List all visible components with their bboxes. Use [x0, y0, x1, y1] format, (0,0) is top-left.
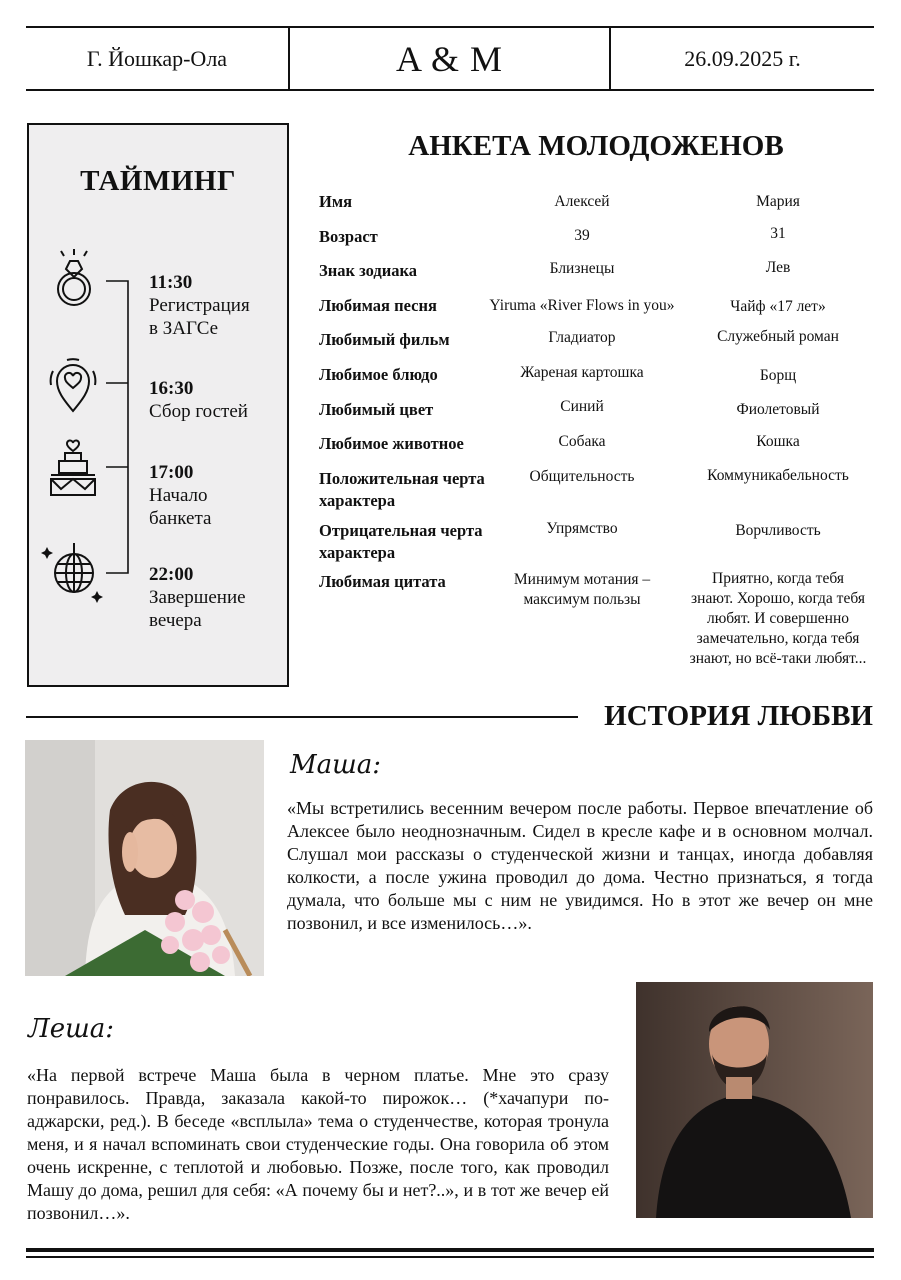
timing-event-text: в ЗАГСе [149, 318, 219, 339]
cell-maria-animal: Кошка [756, 433, 800, 450]
timing-event-2 [149, 377, 248, 423]
cell-maria-zodiac: Лев [765, 259, 791, 276]
cell-maria-song: Чайф «17 лет» [730, 298, 826, 315]
masha-photo-illustration [25, 740, 264, 976]
row-label-zodiac: Знак зодиака [319, 261, 418, 280]
cell-maria-quote [680, 569, 876, 669]
cell-maria-color: Фиолетовый [736, 401, 820, 418]
cell-alexey-name: Алексей [554, 193, 610, 210]
row-label-animal: Любимое животное [319, 434, 464, 453]
lesha-story-text: «На первой встрече Маша была в черном платье. Мне это сразу понравилось. Правда, заказала какой-то пирожок… (*хачапури по-аджарски, ред.). В беседе «всплыла» тема о студенчестве, которая тронула меня, и я начал вспоминать свои студенческие годы. Она говорила об этом очень искренне, с теплотой и любовью. Позже, после того, как проводил Машу до дома, решил для себя: «А почему бы и нет?..», и в тот же вечер ей позвонил…». [27, 1065, 609, 1223]
row-label-line: характера [319, 543, 396, 562]
cell-alexey-dish: Жареная картошка [520, 364, 644, 381]
cake-icon [47, 439, 99, 499]
quote-line: максимум пользы [523, 591, 641, 608]
quote-line: знают, но всё-таки любят... [689, 650, 867, 667]
row-label-name: Имя [319, 192, 352, 211]
masha-story-text: «Мы встретились весенним вечером после работы. Первое впечатление об Алексее было неоднозначным. Сидел в кресле кафе и в основном молчал. Слушал мои рассказы о студенческой жизни и танцах, иногда добавляя колкости, а после ужина проводил до дома. Честно признаться, я тогда думала, что больше мы с ним не увидимся. Но в этот же вечер он мне позвонил, и все изменилось…». [287, 798, 873, 933]
love-story-title: ИСТОРИЯ ЛЮБВИ [604, 700, 873, 732]
row-label-dish: Любимое блюдо [319, 365, 438, 384]
cell-alexey-song: Yiruma «River Flows in you» [489, 297, 675, 314]
quote-line: любят. И совершенно [706, 610, 849, 627]
timing-title: ТАЙМИНГ [80, 165, 236, 197]
row-label-line: Отрицательная черта [319, 521, 483, 540]
disco-ball-icon [41, 541, 107, 605]
row-label-color: Любимый цвет [319, 400, 434, 419]
timing-event-text: банкета [149, 508, 212, 529]
timing-event-time: 11:30 [149, 272, 193, 293]
lesha-photo [636, 982, 873, 1218]
masha-signature: Маша: [290, 750, 382, 780]
quote-line: знают. Хорошо, когда тебя [691, 590, 865, 607]
cell-alexey-negative-trait: Упрямство [546, 520, 618, 537]
timing-event-4 [149, 563, 246, 632]
timing-event-time: 16:30 [149, 378, 194, 399]
cell-alexey-zodiac: Близнецы [549, 260, 615, 277]
footer-rule-thin [26, 1256, 874, 1258]
cell-alexey-animal: Собака [558, 433, 606, 450]
cell-maria-positive-trait: Коммуникабельность [707, 467, 849, 484]
cell-maria-negative-trait: Ворчливость [735, 522, 821, 539]
timing-event-text: Регистрация [149, 295, 250, 316]
ring-icon [51, 247, 97, 309]
row-label-age: Возраст [319, 227, 378, 246]
header-monogram: A & M [395, 39, 504, 79]
header-city: Г. Йошкар-Ола [86, 46, 228, 71]
timing-event-time: 17:00 [149, 462, 194, 483]
cell-maria-film: Служебный роман [717, 328, 839, 345]
lesha-photo-illustration [636, 982, 873, 1218]
row-label-line: характера [319, 491, 396, 510]
questionnaire-title: АНКЕТА МОЛОДОЖЕНОВ [408, 130, 784, 162]
quote-line: замечательно, когда тебя [696, 630, 860, 647]
timing-event-text: Сбор гостей [149, 401, 248, 422]
timing-panel [27, 123, 289, 687]
timing-event-text: Начало [149, 485, 208, 506]
love-story-rule [26, 716, 578, 718]
timing-event-text: вечера [149, 610, 202, 631]
cell-maria-name: Мария [756, 193, 800, 210]
cell-maria-age: 31 [770, 225, 786, 242]
row-label-film: Любимый фильм [319, 330, 450, 349]
row-label-song: Любимая песня [319, 296, 437, 315]
cell-maria-dish: Борщ [759, 367, 797, 384]
masha-photo [25, 740, 264, 976]
lesha-signature: Леша: [28, 1014, 114, 1044]
cell-alexey-positive-trait: Общительность [529, 468, 635, 485]
cell-alexey-age: 39 [574, 227, 590, 244]
header-date: 26.09.2025 г. [684, 46, 801, 71]
cell-alexey-quote [477, 570, 687, 610]
timeline-connector [104, 275, 134, 575]
cell-alexey-film: Гладиатор [548, 329, 616, 346]
quote-line: Приятно, когда тебя [712, 570, 844, 587]
row-label-quote: Любимая цитата [319, 572, 446, 591]
quote-line: Минимум мотания – [513, 571, 651, 588]
location-heart-icon [45, 355, 101, 415]
cell-alexey-color: Синий [560, 398, 604, 415]
footer-rule-thick [26, 1248, 874, 1252]
timing-event-text: Завершение [149, 587, 246, 608]
row-label-line: Положительная черта [319, 469, 485, 488]
timing-event-3 [149, 461, 211, 530]
timing-event-1 [149, 271, 250, 340]
timing-event-time: 22:00 [149, 564, 194, 585]
